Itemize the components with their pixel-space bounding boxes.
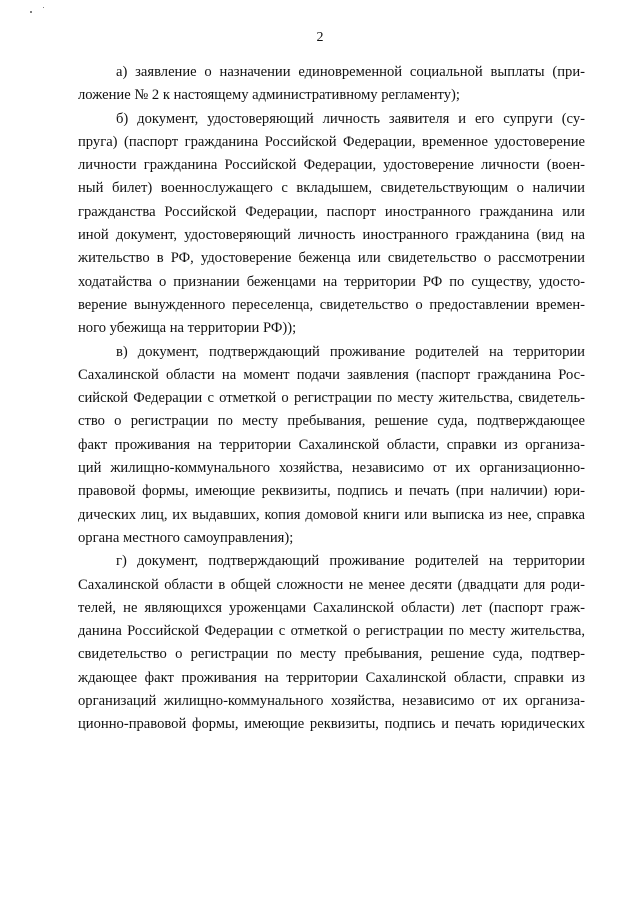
text-line: правовой формы, имеющие реквизиты, подпись и печать (при наличии) юри- (78, 483, 585, 500)
text-line: телей, не являющихся уроженцами Сахалинской области) лет (паспорт граж- (78, 599, 585, 616)
text-line: ходатайства о признании беженцами на территории РФ по существу, удосто- (78, 273, 585, 290)
text-line: б) документ, удостоверяющий личность заявителя и его супруги (су- (116, 110, 585, 127)
text-line: ждающее факт проживания на территории Сахалинской области, справки из (78, 669, 585, 686)
text-line: ложение № 2 к настоящему административному регламенту); (78, 87, 460, 104)
text-line: в) документ, подтверждающий проживание родителей на территории (116, 343, 585, 360)
text-line: г) документ, подтверждающий проживание родителей на территории (116, 553, 585, 570)
text-line: дических лиц, их выдавших, копия домовой книги или выписка из нее, справка (78, 506, 585, 523)
paragraph-a (78, 61, 585, 108)
text-line: верение вынужденного переселенца, свидетельство о предоставлении времен- (78, 296, 585, 313)
text-line: ционно-правовой формы, имеющие реквизиты, подпись и печать юридических (78, 716, 585, 733)
text-line: гражданства Российской Федерации, паспорт иностранного гражданина или (78, 203, 585, 220)
text-line: данина Российской Федерации с отметкой о регистрации по месту жительства, (78, 623, 585, 640)
text-line: свидетельство о регистрации по месту пребывания, решение суда, подтвер- (78, 646, 585, 663)
text-line: пруга) (паспорт гражданина Российской Федерации, временное удостоверение (78, 133, 585, 150)
text-line: факт проживания на территории Сахалинской области, справки из организа- (78, 436, 585, 453)
text-line: жительство в РФ, удостоверение беженца или свидетельство о рассмотрении (78, 250, 585, 267)
paragraph-v (78, 341, 585, 551)
page-number: 2 (316, 30, 324, 45)
scan-speck (30, 11, 32, 13)
text-line: ство о регистрации по месту пребывания, решение суда, подтверждающее (78, 413, 585, 430)
paragraph-b (78, 108, 585, 341)
text-line: Сахалинской области на момент подачи заявления (паспорт гражданина Рос- (78, 366, 585, 383)
text-line: а) заявление о назначении единовременной социальной выплаты (при- (116, 64, 585, 80)
paragraph-g (78, 550, 585, 736)
text-line: ный билет) военнослужащего с вкладышем, свидетельствующим о наличии (78, 180, 585, 197)
text-line: ций жилищно-коммунального хозяйства, независимо от их организационно- (78, 460, 585, 477)
text-line: организаций жилищно-коммунального хозяйства, независимо от их организа- (78, 693, 585, 710)
scan-speck (43, 7, 44, 8)
text-line: Сахалинской области в общей сложности не менее десяти (двадцати для роди- (78, 576, 585, 593)
text-line: органа местного самоуправления); (78, 529, 294, 546)
text-line: сийской Федерации с отметкой о регистрации по месту жительства, свидетель- (78, 390, 585, 407)
text-line: иной документ, удостоверяющий личность иностранного гражданина (вид на (78, 227, 585, 244)
text-line: ного убежища на территории РФ)); (78, 320, 297, 337)
document-body (78, 61, 585, 737)
text-line: личности гражданина Российской Федерации, удостоверение личности (воен- (78, 157, 585, 174)
